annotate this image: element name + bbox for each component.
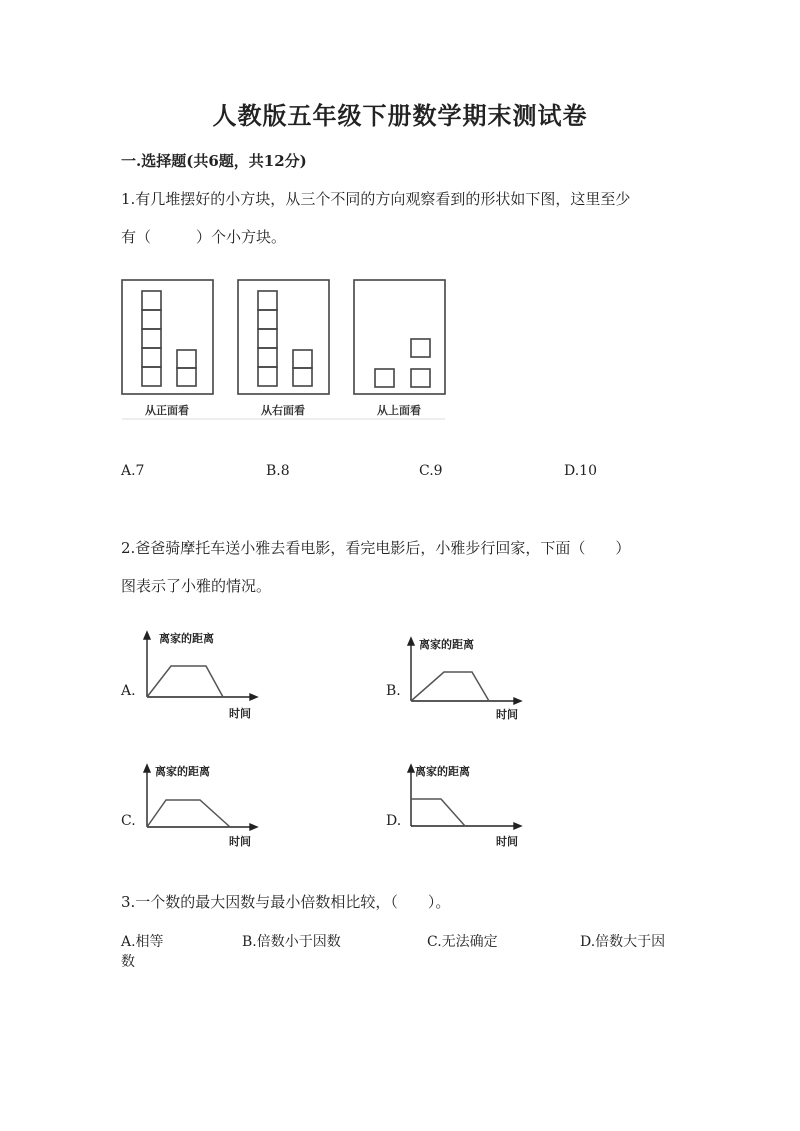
graph-a-ylabel: 离家的距离 — [159, 632, 214, 645]
right-view-label: 从右面看 — [261, 404, 305, 417]
section-heading: 一.选择题(共6题，共12分) — [121, 152, 307, 170]
q1-option-a[interactable]: A.7 — [121, 463, 145, 479]
q2-option-b[interactable]: B. — [386, 683, 401, 699]
q3-option-d-wrap: 数 — [121, 954, 135, 970]
q2-text-line2: 图表示了小雅的情况。 — [121, 577, 272, 595]
graph-b[interactable] — [407, 634, 527, 726]
graph-d-ylabel: 离家的距离 — [415, 765, 470, 778]
q1-option-b[interactable]: B.8 — [266, 463, 290, 479]
q3-text: 3.一个数的最大因数与最小倍数相比较，（ ）。 — [121, 893, 451, 911]
graph-a[interactable] — [143, 628, 263, 720]
top-view-frame — [354, 280, 445, 394]
q2-text-line1: 2.爸爸骑摩托车送小雅去看电影，看完电影后，小雅步行回家，下面（ ） — [121, 539, 631, 557]
graph-b-ylabel: 离家的距离 — [419, 638, 474, 651]
graph-c-ylabel: 离家的距离 — [155, 765, 210, 778]
q1-views-figure — [118, 276, 448, 422]
page-title: 人教版五年级下册数学期末测试卷 — [212, 101, 588, 130]
q1-option-d[interactable]: D.10 — [564, 463, 597, 479]
graph-c[interactable] — [143, 761, 263, 853]
right-view-frame — [238, 280, 329, 394]
q3-option-d[interactable]: D.倍数大于因 — [580, 934, 666, 950]
front-view-frame — [122, 280, 213, 394]
top-view-label: 从上面看 — [377, 404, 421, 417]
q1-option-c[interactable]: C.9 — [419, 463, 443, 479]
q1-text-line1: 1.有几堆摆好的小方块，从三个不同的方向观察看到的形状如下图，这里至少 — [121, 190, 631, 208]
graph-d-xlabel: 时间 — [496, 835, 518, 848]
q1-text-line2: 有（ ）个小方块。 — [121, 228, 287, 246]
front-view-label: 从正面看 — [145, 404, 189, 417]
q2-option-d[interactable]: D. — [386, 813, 402, 829]
graph-a-xlabel: 时间 — [229, 707, 251, 720]
q2-option-a[interactable]: A. — [121, 683, 136, 699]
q2-option-c[interactable]: C. — [121, 813, 136, 829]
q3-option-a[interactable]: A.相等 — [121, 934, 164, 950]
q3-option-b[interactable]: B.倍数小于因数 — [242, 934, 341, 950]
graph-c-xlabel: 时间 — [229, 835, 251, 848]
q3-option-c[interactable]: C.无法确定 — [427, 934, 498, 950]
graph-b-xlabel: 时间 — [496, 708, 518, 721]
graph-d[interactable] — [407, 761, 527, 853]
